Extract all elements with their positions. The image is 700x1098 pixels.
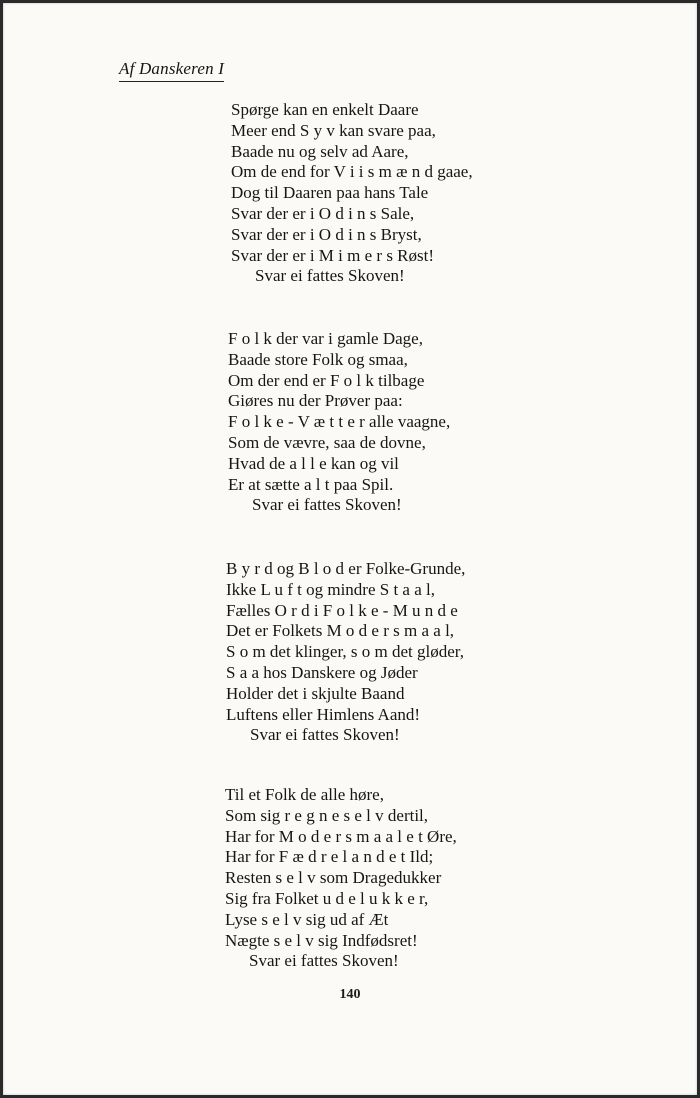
verse-line: S a a hos Danskere og Jøder: [226, 662, 418, 682]
stanza-3: [226, 559, 465, 746]
page-number: 140: [339, 987, 361, 1002]
verse-line: Er at sætte a l t paa Spil.: [228, 474, 394, 494]
refrain-line: Svar ei fattes Skoven!: [249, 951, 399, 971]
verse-line: Har for M o d e r s m a a l e t Øre,: [225, 826, 457, 846]
verse-line: Om de end for V i i s m æ n d gaae,: [231, 162, 473, 182]
verse-line: Resten s e l v som Dragedukker: [225, 868, 442, 888]
verse-line: Giøres nu der Prøver paa:: [228, 391, 403, 411]
verse-line: S o m det klinger, s o m det gløder,: [226, 642, 465, 662]
stanza-2: [228, 329, 450, 516]
verse-line: Hvad de a l l e kan og vil: [228, 453, 399, 473]
verse-line: Dog til Daaren paa hans Tale: [231, 183, 429, 203]
verse-line: Spørge kan en enkelt Daare: [231, 100, 419, 119]
verse-line: Baade nu og selv ad Aare,: [231, 141, 409, 161]
refrain-line: Svar ei fattes Skoven!: [250, 725, 400, 745]
verse-line: B y r d og B l o d er Folke-Grunde,: [226, 559, 466, 578]
verse-line: Som de vævre, saa de dovne,: [228, 432, 426, 452]
verse-line: Nægte s e l v sig Indfødsret!: [225, 930, 418, 950]
verse-line: Fælles O r d i F o l k e - M u n d e: [226, 600, 458, 620]
refrain-line: Svar ei fattes Skoven!: [252, 495, 402, 515]
verse-line: Svar der er i O d i n s Bryst,: [231, 224, 422, 244]
verse-line: Holder det i skjulte Baand: [226, 683, 405, 703]
verse-line: Det er Folkets M o d e r s m a a l,: [226, 621, 455, 641]
running-head: Af Danskeren I: [119, 59, 224, 82]
verse-line: Lyse s e l v sig ud af Æt: [225, 909, 389, 929]
book-page: [3, 3, 697, 1095]
verse-line: Som sig r e g n e s e l v dertil,: [225, 805, 429, 825]
stanza-4: [225, 785, 457, 972]
verse-line: Svar der er i O d i n s Sale,: [231, 203, 415, 223]
verse-line: Ikke L u f t og mindre S t a a l,: [226, 579, 435, 599]
verse-line: Om der end er F o l k tilbage: [228, 370, 425, 390]
verse-line: Til et Folk de alle høre,: [225, 785, 384, 804]
verse-line: Sig fra Folket u d e l u k k e r,: [225, 888, 429, 908]
stanza-1: [231, 100, 473, 287]
refrain-line: Svar ei fattes Skoven!: [255, 266, 405, 286]
verse-line: Har for F æ d r e l a n d e t Ild;: [225, 847, 434, 867]
verse-line: Baade store Folk og smaa,: [228, 349, 408, 369]
verse-line: Luftens eller Himlens Aand!: [226, 704, 421, 724]
verse-line: F o l k e - V æ t t e r alle vaagne,: [228, 412, 451, 432]
verse-line: F o l k der var i gamle Dage,: [228, 329, 423, 348]
verse-line: Svar der er i M i m e r s Røst!: [231, 245, 435, 265]
verse-line: Meer end S y v kan svare paa,: [231, 120, 436, 140]
